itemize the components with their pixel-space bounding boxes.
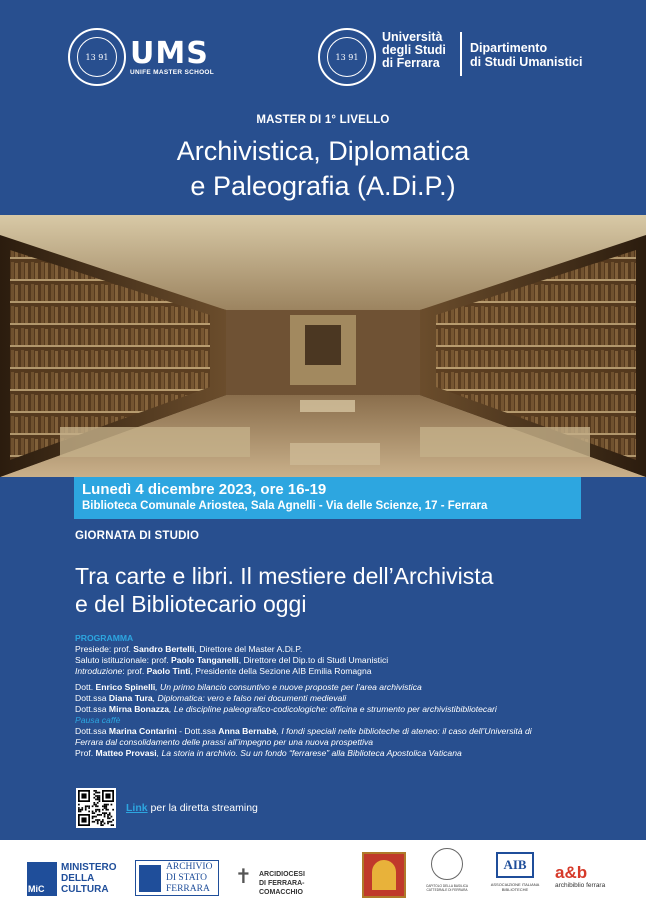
seal-year-right: 13 91 (335, 52, 359, 62)
talk-2 (75, 693, 615, 704)
event-title-line-2: e del Bibliotecario oggi (75, 591, 307, 617)
cross-icon: ✝ (235, 866, 252, 888)
event-date: Lunedì 4 dicembre 2023, ore 16-19 (82, 481, 327, 498)
intro-label: Introduzione (75, 666, 123, 676)
talk-2-title: , Diplomatica: vero e falso nei documenti medievali (152, 693, 347, 703)
talk-4-speaker-2: Anna Bernabè (218, 726, 277, 736)
intro-role: , Presidente della Sezione AIB Emilia Romagna (190, 666, 372, 676)
seal-year-left: 13 91 (85, 52, 109, 62)
archivio-line-2: DI STATO (166, 873, 208, 883)
presiede-label: Presiede: prof. (75, 644, 134, 654)
saluto-label: Saluto istituzionale: prof. (75, 655, 172, 665)
presiede-role: , Direttore del Master A.Di.P. (194, 644, 303, 654)
streaming-link[interactable]: Link (126, 802, 148, 814)
talk-2-pre: Dott.ssa (75, 693, 109, 703)
ministero-line-2: DELLA (61, 873, 95, 884)
department-name (470, 41, 583, 69)
ab-subtitle: archibiblio ferrara (555, 882, 606, 889)
event-type: GIORNATA DI STUDIO (75, 530, 200, 542)
ums-logo: UMS (130, 36, 209, 71)
talk-1-pre: Dott. (75, 682, 96, 692)
program-saluto (75, 655, 615, 666)
master-title-line-2: e Paleografia (A.Di.P.) (190, 171, 456, 201)
university-seal-logo (318, 28, 376, 86)
master-title-line-1: Archivistica, Diplomatica (176, 136, 470, 166)
department-line-1: Dipartimento (470, 41, 548, 55)
ums-seal-logo (68, 28, 126, 86)
talk-1-speaker: Enrico Spinelli (95, 682, 156, 692)
master-title (0, 134, 646, 204)
talk-1 (75, 682, 615, 693)
ministero-logo (27, 862, 123, 896)
event-title (75, 562, 493, 618)
talk-5-title: , La storia in archivio. Su un fondo “ferrarese” alla Biblioteca Apostolica Vaticana (156, 748, 462, 758)
archivio-line-1: ARCHIVIO (166, 862, 213, 872)
program (75, 633, 615, 759)
arcidiocesi-line-1: ARCIDIOCESI (259, 871, 305, 878)
saluto-name: Paolo Tanganelli (171, 655, 239, 665)
aib-logo (490, 850, 540, 902)
ministero-line-1: MINISTERO (61, 862, 117, 873)
program-introduzione (75, 666, 615, 677)
talk-3-title: , Le discipline paleografico-codicologiche: officina e strumento per archivistibibliotecari (169, 704, 497, 714)
intro-name: Paolo Tinti (146, 666, 191, 676)
talk-5-pre: Prof. (75, 748, 96, 758)
saluto-role: , Direttore del Dip.to di Studi Umanistici (238, 655, 389, 665)
talk-4-continued (75, 737, 615, 748)
university-line-1: Università (382, 30, 443, 44)
talk-3-pre: Dott.ssa (75, 704, 109, 714)
archivio-logo (135, 860, 219, 896)
university-line-3: di Ferrara (382, 56, 440, 70)
aib-mark: AIB (496, 852, 534, 878)
department-line-2: di Studi Umanistici (470, 55, 583, 69)
sponsor-strip (0, 840, 646, 913)
program-heading: PROGRAMMA (75, 633, 134, 643)
talk-1-title: , Un primo bilancio consuntivo e nuove proposte per l’area archivistica (155, 682, 422, 692)
talk-2-speaker: Diana Tura (108, 693, 153, 703)
event-title-line-1: Tra carte e libri. Il mestiere dell’Archivista (75, 563, 494, 589)
library-photo (0, 215, 646, 477)
talk-4 (75, 726, 615, 737)
talk-4-mid: - Dott.ssa (176, 726, 219, 736)
talk-3 (75, 704, 615, 715)
talk-5 (75, 748, 615, 759)
talk-5-speaker: Matteo Provasi (95, 748, 157, 758)
ab-mark: a&b (555, 863, 588, 882)
arcidiocesi-logo (235, 862, 345, 896)
talk-4-pre: Dott.ssa (75, 726, 109, 736)
talk-4-speaker-1: Marina Contarini (108, 726, 177, 736)
coffee-break: Pausa caffè (75, 715, 121, 725)
event-venue: Biblioteca Comunale Ariostea, Sala Agnelli - Via delle Scienze, 17 - Ferrara (82, 500, 488, 512)
archibiblio-logo (555, 864, 625, 894)
ministero-mark: MiC (28, 884, 45, 894)
ums-subtitle: UNIFE MASTER SCHOOL (130, 69, 215, 76)
date-band (74, 477, 581, 519)
university-line-2: degli Studi (382, 43, 446, 57)
archivio-line-3: FERRARA (166, 884, 210, 894)
streaming-text (126, 802, 258, 814)
qr-code[interactable] (76, 788, 116, 828)
talk-4-title-line-1: , I fondi speciali nelle biblioteche di ateneo: il caso dell’Università di (276, 726, 532, 736)
aib-text: ASSOCIAZIONE ITALIANA BIBLIOTECHE (490, 882, 540, 892)
university-name (382, 31, 446, 70)
talk-4-title-line-2: Ferrara dal consolidamento delle prassi all’impegno per una nuova prospettiva (75, 737, 374, 747)
talk-3-speaker: Mirna Bonazza (108, 704, 170, 714)
capitolo-text: CAPITOLO DELLA BASILICA CATTEDRALE DI FERRARA (425, 884, 469, 892)
capitolo-logo (427, 848, 467, 906)
ministero-line-3: CULTURA (61, 884, 109, 895)
header-divider (460, 32, 462, 76)
streaming-label: per la diretta streaming (147, 802, 258, 814)
intro-pre: : prof. (122, 666, 147, 676)
presiede-name: Sandro Bertelli (133, 644, 195, 654)
cathedral-emblem (362, 852, 406, 898)
program-presiede (75, 644, 615, 655)
arcidiocesi-line-2: DI FERRARA-COMACCHIO (259, 880, 305, 896)
master-level: MASTER DI 1° LIVELLO (256, 114, 390, 126)
